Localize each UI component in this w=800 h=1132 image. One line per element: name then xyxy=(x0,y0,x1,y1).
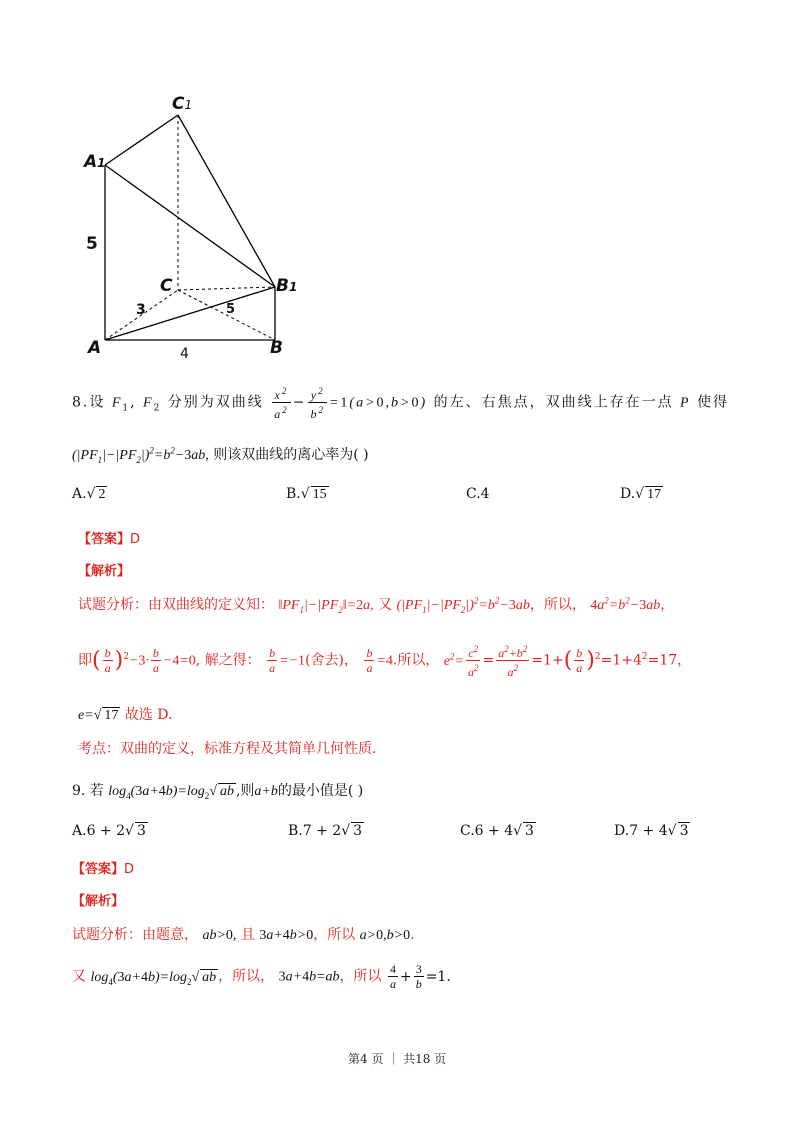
label-ab: 4 xyxy=(180,346,189,362)
q8-option-c[interactable]: C.4 xyxy=(466,486,490,502)
q8-option-a[interactable]: A.√ 2 xyxy=(72,486,106,502)
label-b: B xyxy=(270,338,283,358)
edge-a1-c1 xyxy=(105,115,178,165)
label-a1: A1 xyxy=(84,152,106,172)
q8-note: 考点：双曲的定义，标准方程及其简单几何性质. xyxy=(78,741,377,757)
prism-diagram xyxy=(80,90,320,370)
q8-option-b[interactable]: B.√ 15 xyxy=(286,486,327,502)
q9-answer: 【答案】D xyxy=(72,862,135,877)
q8-stem-line1: 8.设 $F_1$, $F_2$ 分别为双曲线 $\frac{x^2}{a^2}$ − $\frac{y^2}{b^2}$ =1(a>0,b>0) 的左、右焦点，双曲线上存在一点 P 使得 xyxy=(72,386,730,421)
label-c1: C1 xyxy=(172,94,193,114)
q8-analysis-tag: 【解析】 xyxy=(78,564,131,579)
q8-answer: 【答案】D xyxy=(78,532,141,547)
edge-a-b1 xyxy=(105,287,275,340)
q9-analysis-line2: 又 $\log_4(3a+4b)=\log_2√$ ab ，所以， 3a+4b=ab，所以 $\frac{4}{a}$ + $\frac{3}{b}$ =1. xyxy=(72,962,451,991)
q9-option-b[interactable]: B.7 + 2√ 3 xyxy=(288,823,363,839)
q8-option-d[interactable]: D.√ 17 xyxy=(620,486,662,502)
page-footer: 第4 页 ｜ 共18 页 xyxy=(348,1052,447,1066)
q8-analysis-line2: 即( $\frac{b}{a}$ )$^2$−3· $\frac{b}{a}$ −4=0, 解之得： $\frac{b}{a}$ =−1(舍去)， $\frac{b}{a}$ =4.所以， $e^2=$ $\frac{c^2}{a^2}$ = $\frac{a^2+b^2}{a^2}$ =1+( $\frac{b}{a}$ )$^2=1+4^2=17$， xyxy=(78,644,692,679)
label-ac: 3 xyxy=(136,302,146,318)
q9-analysis-tag: 【解析】 xyxy=(72,894,125,909)
edge-c1-b1 xyxy=(178,115,275,287)
label-bc: 5 xyxy=(226,302,236,317)
q8-stem-line2: $(|PF_1|-|PF_2|)^2=b^2-3ab$, 则该双曲线的离心率为( ) xyxy=(72,445,369,465)
label-c: C xyxy=(160,276,173,296)
q9-analysis-line1: 试题分析：由题意， ab>0, 且 3a+4b>0，所以 a>0,b>0. xyxy=(72,927,415,943)
q8-analysis-line3: e=√ 17 故选 D. xyxy=(78,707,173,723)
q9-option-a[interactable]: A.6 + 2√ 3 xyxy=(72,823,146,839)
q8-analysis-line1: 试题分析：由双曲线的定义知： $‖PF_1|-|PF_2‖=2a$, 又 $(|PF_1|-|PF_2|)^2=b^2-3ab$，所以， $4a^2=b^2-3ab$， xyxy=(78,595,675,615)
label-height: 5 xyxy=(86,234,98,254)
edge-c-b1 xyxy=(178,287,275,290)
q9-option-c[interactable]: C.6 + 4√ 3 xyxy=(460,823,534,839)
q9-stem: 9. 若 $\log_4(3a+4b)=\log_2√$ ab ,则a+b的最小值是( ) xyxy=(72,783,364,801)
edge-a1-b1 xyxy=(105,165,275,287)
q9-option-d[interactable]: D.7 + 4√ 3 xyxy=(614,823,689,839)
label-a: A xyxy=(88,338,102,358)
label-b1: B1 xyxy=(276,276,298,296)
prism-figure xyxy=(80,90,320,370)
